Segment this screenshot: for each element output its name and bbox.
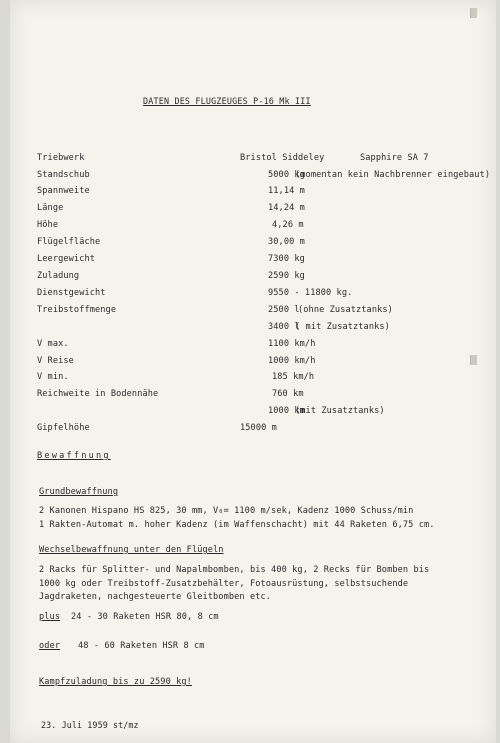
spec-value: 1100 km/h: [268, 339, 316, 349]
spec-label: V max.: [37, 339, 69, 349]
alt-armament-heading: Wechselbewaffnung unter den Flügeln: [39, 545, 224, 555]
alt-armament-line: 2 Racks für Splitter- und Napalmbomben, bis 400 kg, 2 Recks für Bomben bis: [39, 565, 430, 575]
basic-armament-line: 2 Kanonen Hispano HS 825, 30 mm, V₀= 1100 m/sek, Kadenz 1000 Schuss/min: [39, 506, 414, 516]
spec-label: Dienstgewicht: [37, 288, 106, 298]
plus-label: plus: [39, 612, 61, 622]
spec-value: 15000 m: [240, 423, 277, 433]
punch-mark: [470, 355, 477, 365]
plus-text: 24 - 30 Raketen HSR 80, 8 cm: [71, 612, 219, 622]
spec-value: Bristol Siddeley: [240, 153, 325, 163]
document-date: 23. Juli 1959 st/mz: [41, 720, 139, 730]
spec-value: 14,24 m: [268, 203, 305, 213]
spec-note: (ohne Zusatztanks): [298, 305, 393, 315]
spec-label: Treibstoffmenge: [37, 305, 117, 315]
spec-value: 5000 kg: [268, 170, 305, 180]
spec-value: 2590 kg: [268, 271, 305, 281]
spec-value: 760 km: [272, 389, 304, 399]
spec-label: Spannweite: [37, 186, 90, 196]
spec-value: 1000 km: [268, 406, 305, 416]
spec-value: 4,26 m: [272, 220, 304, 230]
spec-label: Triebwerk: [37, 153, 85, 163]
spec-label: Gipfelhöhe: [37, 423, 90, 433]
spec-label: V min.: [37, 372, 69, 382]
spec-value: 11,14 m: [268, 186, 305, 196]
alt-armament-line: 1000 kg oder Treibstoff-Zusatzbehälter, Fotoausrüstung, selbstsuchende: [39, 579, 409, 589]
document-page: [10, 0, 496, 743]
oder-label: oder: [39, 641, 61, 651]
spec-note: ( mit Zusatztanks): [295, 322, 390, 332]
spec-label: Zuladung: [37, 271, 80, 281]
alt-armament-line: Jagdraketen, nachgesteuerte Gleitbomben etc.: [39, 592, 272, 602]
spec-value: 3400 l: [268, 322, 300, 332]
spec-label: Höhe: [37, 220, 59, 230]
spec-label: Leergewicht: [37, 254, 96, 264]
spec-label: Länge: [37, 203, 64, 213]
spec-label: Reichweite in Bodennähe: [37, 389, 159, 399]
spec-label: V Reise: [37, 356, 74, 366]
armament-heading: Bewaffnung: [37, 451, 111, 461]
spec-note: Sapphire SA 7: [360, 153, 429, 163]
punch-mark: [470, 8, 477, 18]
spec-note: (momentan kein Nachbrenner eingebaut): [295, 170, 491, 180]
spec-value: 1000 km/h: [268, 356, 316, 366]
spec-value: 2500 l: [268, 305, 300, 315]
spec-value: 185 km/h: [272, 372, 315, 382]
document-title: DATEN DES FLUGZEUGES P-16 Mk III: [143, 96, 311, 106]
basic-armament-line: 1 Rakten-Automat m. hoher Kadenz (im Waffenschacht) mit 44 Raketen 6,75 cm.: [39, 520, 435, 530]
basic-armament-heading: Grundbewaffnung: [39, 487, 119, 497]
spec-label: Standschub: [37, 170, 90, 180]
spec-label: Flügelfläche: [37, 237, 101, 247]
payload-line: Kampfzuladung bis zu 2590 kg!: [39, 677, 192, 687]
spec-value: 30,00 m: [268, 237, 305, 247]
oder-text: 48 - 60 Raketen HSR 8 cm: [78, 641, 205, 651]
spec-value: 7300 kg: [268, 254, 305, 264]
spec-value: 9550 - 11800 kg.: [268, 288, 353, 298]
spec-note: (mit Zusatztanks): [295, 406, 385, 416]
